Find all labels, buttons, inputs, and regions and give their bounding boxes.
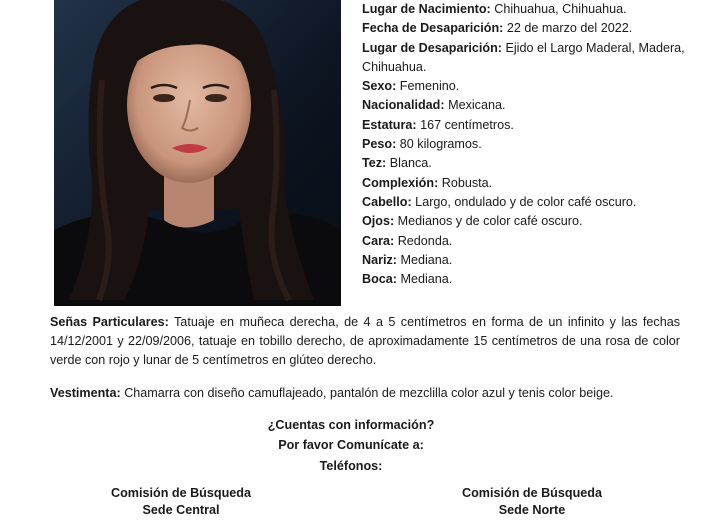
field-cara [362, 232, 692, 251]
field-nariz [362, 251, 692, 270]
office-sede: Sede Central [142, 503, 220, 517]
field-estatura [362, 116, 692, 135]
field-tez [362, 154, 692, 173]
field-ojos [362, 212, 692, 231]
field-label: Lugar de Nacimiento: [362, 2, 491, 16]
field-complexion [362, 174, 692, 193]
field-label: Ojos: [362, 214, 395, 229]
field-value: Blanca. [386, 156, 432, 171]
field-boca [362, 270, 692, 289]
personal-details [362, 0, 692, 289]
office-norte [422, 485, 642, 519]
office-central [71, 485, 291, 519]
field-value: Largo, ondulado y de color café oscuro. [411, 194, 637, 209]
field-nacionalidad [362, 96, 692, 115]
field-fecha-desaparicion [362, 19, 692, 38]
field-value: Robusta. [438, 175, 493, 190]
field-label: Tez: [362, 156, 387, 171]
field-cabello [362, 193, 692, 212]
field-value: Redonda. [394, 233, 453, 248]
senas-label: Señas Particulares: [50, 315, 169, 329]
field-lugar-nacimiento [362, 0, 692, 19]
field-value: 167 centímetros. [416, 117, 514, 132]
field-label: Sexo: [362, 79, 397, 94]
field-label: Complexión: [362, 175, 439, 190]
field-value: Mediana. [397, 272, 453, 287]
field-value: Ejido el Largo Maderal, Madera, Chihuahua. [362, 40, 685, 74]
office-sede: Sede Norte [498, 503, 566, 517]
office-name: Comisión de Búsqueda [462, 486, 602, 500]
field-value: 22 de marzo del 2022. [503, 21, 633, 36]
senas-particulares [50, 313, 680, 371]
cta-request: Por favor Comunícate a: [278, 438, 424, 452]
field-value: Femenino. [396, 79, 460, 94]
field-value: 80 kilogramos. [396, 137, 482, 152]
vestimenta [50, 384, 680, 403]
field-label: Cabello: [362, 194, 412, 209]
field-lugar-desaparicion [362, 39, 692, 78]
field-value: Chihuahua, Chihuahua. [490, 2, 627, 16]
office-name: Comisión de Búsqueda [111, 486, 251, 500]
phones-label: Teléfonos: [319, 459, 383, 473]
field-peso [362, 135, 692, 154]
field-label: Estatura: [362, 117, 417, 132]
vestimenta-value: Chamarra con diseño camuflajeado, pantalón de mezclilla color azul y tenis color beige. [120, 386, 614, 400]
field-label: Nariz: [362, 252, 397, 267]
cta-question: ¿Cuentas con información? [267, 418, 435, 432]
senas-value: Tatuaje en muñeca derecha, de 4 a 5 centímetros en forma de un infinito y las fechas 14/12/2001 y 22/09/2006, tatuaje en tobillo derecho, de aproximadamente 15 centímetros de una rosa de color verde con rojo y lunar de 5 centímetros en glúteo derecho. [50, 315, 680, 368]
field-label: Lugar de Desaparición: [362, 40, 502, 55]
vestimenta-label: Vestimenta: [50, 386, 121, 400]
field-label: Boca: [362, 272, 397, 287]
missing-person-photo [54, 0, 341, 306]
field-sexo [362, 77, 692, 96]
field-value: Medianos y de color café oscuro. [394, 214, 583, 229]
field-label: Nacionalidad: [362, 98, 445, 113]
field-label: Peso: [362, 137, 397, 152]
field-label: Fecha de Desaparición: [362, 21, 504, 36]
field-label: Cara: [362, 233, 395, 248]
field-value: Mexicana. [444, 98, 506, 113]
field-value: Mediana. [397, 252, 453, 267]
